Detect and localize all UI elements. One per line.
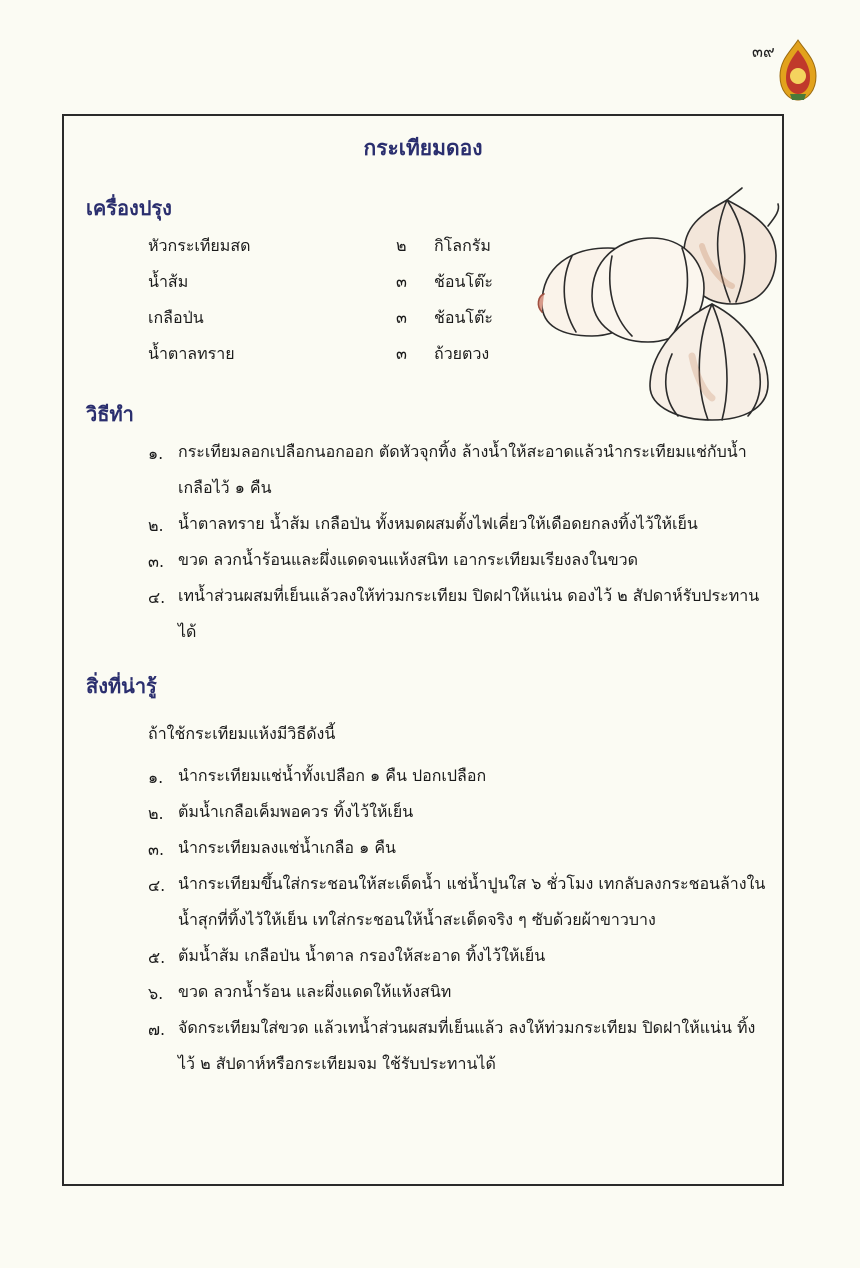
step-text: ขวด ลวกน้ำร้อนและผึ่งแดดจนแห้งสนิท เอากระเทียมเรียงลงในขวด xyxy=(178,550,639,569)
step-number: ๕. xyxy=(148,948,166,967)
ingredient-unit: ช้อนโต๊ะ xyxy=(434,308,493,327)
method-step xyxy=(148,434,768,506)
step-number: ๑. xyxy=(148,444,164,463)
step-number: ๒. xyxy=(148,516,164,535)
ingredient-qty: ๓ xyxy=(396,308,407,327)
notes-step xyxy=(148,866,768,938)
notes-step xyxy=(148,974,768,1010)
notes-step xyxy=(148,1010,768,1082)
notes-step xyxy=(148,794,768,830)
ingredient-name: เกลือป่น xyxy=(148,308,204,327)
notes-heading: สิ่งที่น่ารู้ xyxy=(86,674,157,698)
step-number: ๖. xyxy=(148,984,164,1003)
step-text: ขวด ลวกน้ำร้อน และผึ่งแดดให้แห้งสนิท xyxy=(178,982,452,1001)
ingredient-name: น้ำตาลทราย xyxy=(148,344,235,363)
step-text: เทน้ำส่วนผสมที่เย็นแล้วลงให้ท่วมกระเทียม ปิดฝาให้แน่น ดองไว้ ๒ สัปดาห์รับประทานได้ xyxy=(178,586,760,641)
recipe-title: กระเทียมดอง xyxy=(363,136,483,160)
step-text: ต้มน้ำส้ม เกลือป่น น้ำตาล กรองให้สะอาด ทิ้งไว้ให้เย็น xyxy=(178,946,546,965)
recipe-frame xyxy=(62,114,784,1186)
ingredient-qty: ๓ xyxy=(396,272,407,291)
ingredient-unit: กิโลกรัม xyxy=(434,236,491,255)
step-number: ๓. xyxy=(148,840,165,859)
step-text: ต้มน้ำเกลือเค็มพอควร ทิ้งไว้ให้เย็น xyxy=(178,802,414,821)
page-number: ๓๙ xyxy=(752,42,775,61)
step-text: นำกระเทียมขึ้นใส่กระชอนให้สะเด็ดน้ำ แช่น้ำปูนใส ๖ ชั่วโมง เทกลับลงกระชอนล้างในน้ำสุกที่ทิ้งไว้ให้เย็น เทใส่กระชอนให้น้ำสะเด็ดจริง ๆ ซับด้วยผ้าขาวบาง xyxy=(178,874,766,929)
ingredient-name: หัวกระเทียมสด xyxy=(148,236,251,255)
step-text: นำกระเทียมลงแช่น้ำเกลือ ๑ คืน xyxy=(178,838,396,857)
method-step xyxy=(148,542,768,578)
royal-emblem-icon xyxy=(776,38,820,102)
step-text: จัดกระเทียมใส่ขวด แล้วเทน้ำส่วนผสมที่เย็นแล้ว ลงให้ท่วมกระเทียม ปิดฝาให้แน่น ทิ้งไว้ ๒ สัปดาห์หรือกระเทียมจม ใช้รับประทานได้ xyxy=(178,1018,756,1073)
method-heading: วิธีทำ xyxy=(86,402,134,426)
step-number: ๓. xyxy=(148,552,165,571)
step-number: ๒. xyxy=(148,804,164,823)
step-text: น้ำตาลทราย น้ำส้ม เกลือป่น ทั้งหมดผสมตั้งไฟเคี่ยวให้เดือดยกลงทิ้งไว้ให้เย็น xyxy=(178,514,698,533)
ingredients-heading: เครื่องปรุง xyxy=(86,196,172,220)
step-text: กระเทียมลอกเปลือกนอกออก ตัดหัวจุกทิ้ง ล้างน้ำให้สะอาดแล้วนำกระเทียมแช่กับน้ำเกลือไว้ ๑ คืน xyxy=(178,442,747,497)
step-text: นำกระเทียมแช่น้ำทั้งเปลือก ๑ คืน ปอกเปลือก xyxy=(178,766,487,785)
notes-intro: ถ้าใช้กระเทียมแห้งมีวิธีดังนี้ xyxy=(148,724,336,743)
step-number: ๑. xyxy=(148,768,164,787)
step-number: ๔. xyxy=(148,876,166,895)
ingredient-name: น้ำส้ม xyxy=(148,272,189,291)
step-number: ๗. xyxy=(148,1020,166,1039)
ingredient-qty: ๓ xyxy=(396,344,407,363)
method-step xyxy=(148,578,768,650)
notes-step xyxy=(148,938,768,974)
notes-step xyxy=(148,830,768,866)
garlic-illustration-icon xyxy=(532,186,782,421)
step-number: ๔. xyxy=(148,588,166,607)
ingredient-qty: ๒ xyxy=(396,236,407,255)
notes-step xyxy=(148,758,768,794)
ingredient-unit: ช้อนโต๊ะ xyxy=(434,272,493,291)
method-step xyxy=(148,506,768,542)
ingredient-unit: ถ้วยตวง xyxy=(434,344,490,363)
